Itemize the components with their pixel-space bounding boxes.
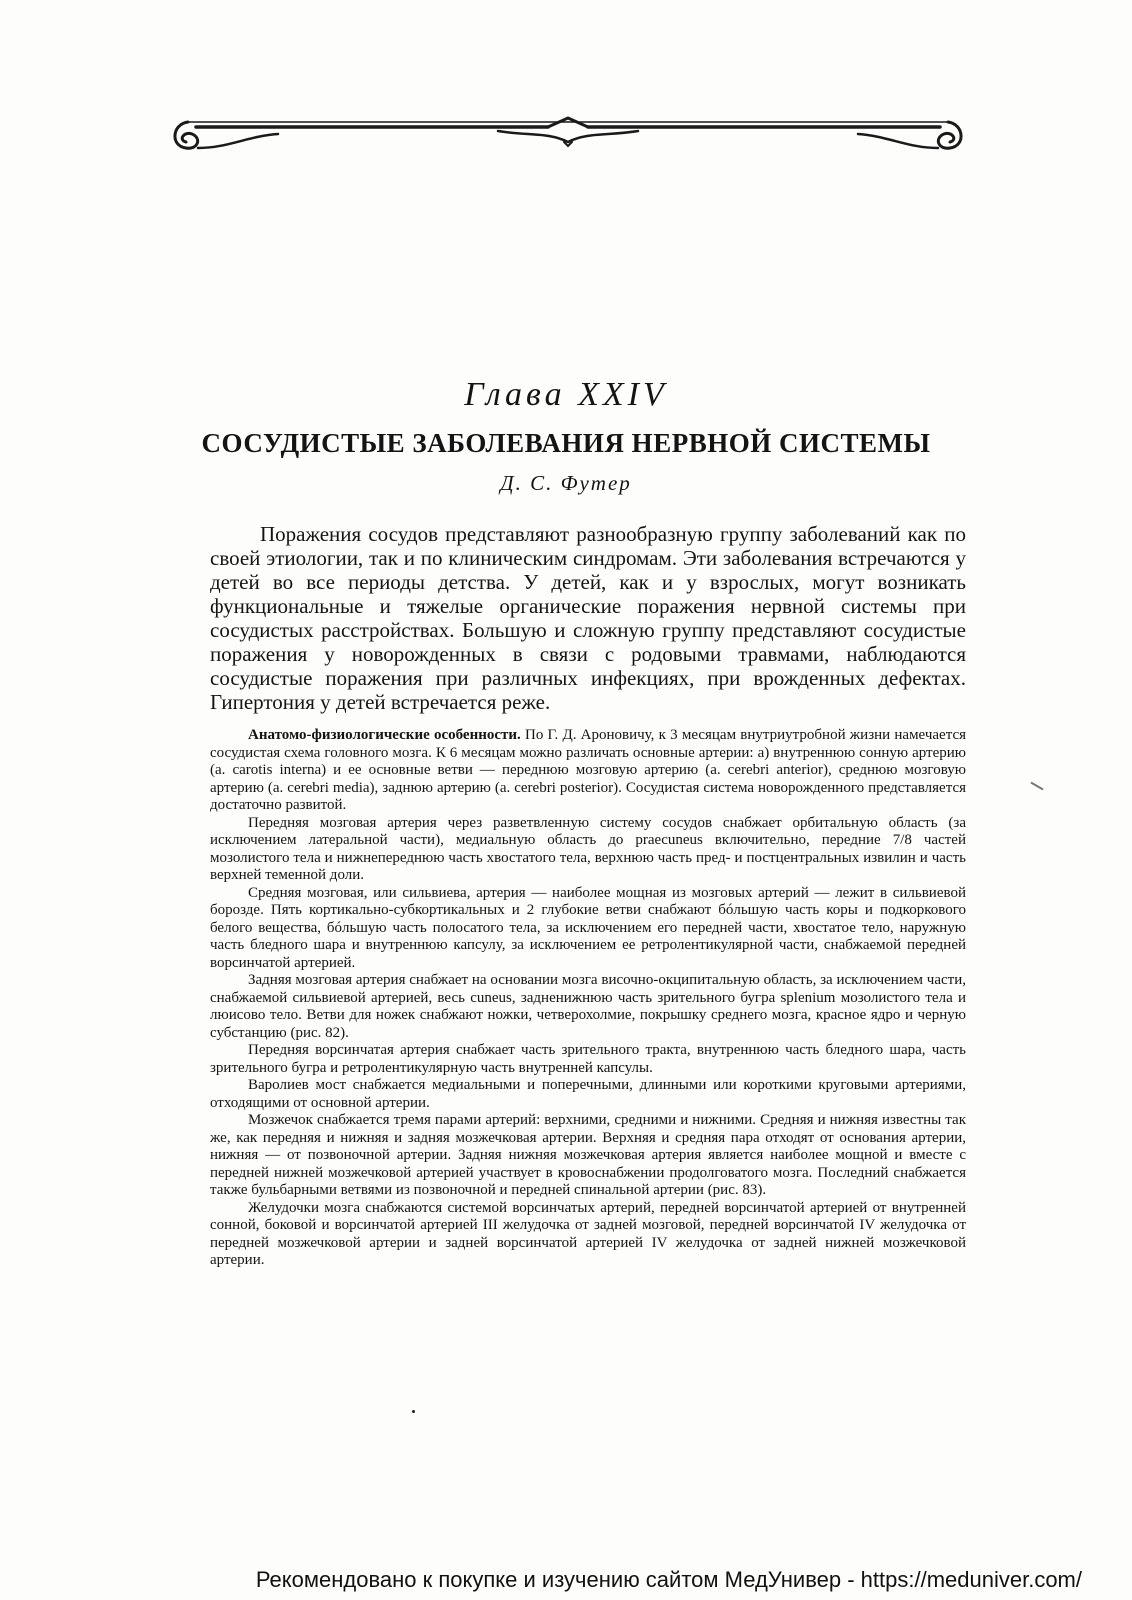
header-ornament (168, 112, 968, 162)
paragraph-anterior-cerebral-artery: Передняя мозговая артерия через разветвленную систему сосудов снабжает орбитальную область (за исключением латеральной части), медиальную область до praecuneus включительно, передние 7/8 частей мозолистого тела и нижнепереднюю часть хвостатого тела, верхнюю часть пред- и постцентральных извилин и часть верхней теменной доли. (210, 814, 966, 883)
section-heading: Анатомо-физиологические особенности. (248, 727, 521, 743)
ornament-flourish-icon (168, 112, 968, 162)
section-intro-paragraph (210, 727, 966, 815)
paragraph-posterior-cerebral-artery: Задняя мозговая артерия снабжает на основании мозга височно-окципитальную область, за исключением части, снабжаемой сильвиевой артерией, весь cuneus, задненижнюю часть зрительного бугра splenium мозолистого тела и люисово тело. Ветви для ножек снабжают ножки, четверохолмие, покрышку среднего мозга, красное ядро и черную субстанцию (рис. 82). (210, 972, 966, 1041)
paragraph-ventricles: Желудочки мозга снабжаются системой ворсинчатых артерий, передней ворсинчатой артерией от внутренней сонной, боковой и ворсинчатой артерией III желудочка от задней мозговой, передней ворсинчатой IV желудочка от передней мозжечковой артерии и задней ворсинчатой артерией IV желудочка от задней нижней мозжечковой артерии. (210, 1199, 966, 1268)
footer-recommendation: Рекомендовано к покупке и изучению сайтом МедУнивер - https://meduniver.com/ (255, 1567, 1082, 1592)
scan-mark (1030, 782, 1043, 791)
chapter-label: Глава XXIV (464, 376, 668, 413)
chapter-title: СОСУДИСТЫЕ ЗАБОЛЕВАНИЯ НЕРВНОЙ СИСТЕМЫ (201, 428, 931, 458)
lead-paragraph: Поражения сосудов представляют разнообразную группу заболеваний как по своей этиологии, так и по клиническим синдромам. Эти заболевания встречаются у детей во все периоды детства. У детей, как и у взрослых, могут возникать функциональные и тяжелые органические поражения нервной системы при сосудистых расстройствах. Большую и сложную группу представляют сосудистые поражения у новорожденных в связи с родовыми травмами, наблюдаются сосудистые поражения при различных инфекциях, при врожденных дефектах. Гипертония у детей встречается реже. (210, 522, 966, 714)
paragraph-anterior-choroidal-artery: Передняя ворсинчатая артерия снабжает часть зрительного тракта, внутреннюю часть бледного шара, часть зрительного бугра и ретролентикулярную часть внутренней капсулы. (210, 1042, 966, 1076)
paragraph-cerebellum: Мозжечок снабжается тремя парами артерий: верхними, средними и нижними. Средняя и нижняя известны так же, как передняя и нижняя и задняя мозжечковая артерии. Верхняя и средняя пара отходят от основания артерии, нижняя — от позвоночной артерии. Задняя нижняя мозжечковая артерия является наиболее мощной и вместе с передней нижней мозжечковой артерией участвует в кровоснабжении продолговатого мозга. Последний снабжается также бульбарными ветвями из позвоночной и передней спинальной артерии (рис. 83). (210, 1112, 966, 1198)
section-intro-text: По Г. Д. Ароновичу, к 3 месяцам внутриутробной жизни намечается сосудистая схема головного мозга. К 6 месяцам можно различать основные артерии: а) внутреннюю сонную артерию (a. carotis interna) и ее основные ветви — переднюю мозговую артерию (a. cerebri anterior), среднюю мозговую артерию (a. cerebri media), заднюю артерию (a. cerebri posterior). Сосудистая система новорожденного представляется достаточно развитой. (210, 727, 966, 813)
scan-dot (412, 1410, 415, 1413)
chapter-author: Д. С. Футер (500, 471, 632, 495)
paragraph-middle-cerebral-artery: Средняя мозговая, или сильвиева, артерия — наиболее мощная из мозговых артерий — лежит в сильвиевой борозде. Пять кортикально-субкортикальных и 2 глубокие ветви снабжают бóльшую часть коры и подкоркового белого вещества, бóльшую часть полосатого тела, за исключением его передней части, хвостатое тело, наружную часть бледного шара и внутреннюю капсулу, за исключением ее ретролентикулярной части, снабжаемой передней ворсинчатой артерией. (210, 884, 966, 971)
paragraph-pons: Варолиев мост снабжается медиальными и поперечными, длинными или короткими круговыми артериями, отходящими от основной артерии. (210, 1077, 966, 1111)
section-body (210, 727, 966, 1270)
